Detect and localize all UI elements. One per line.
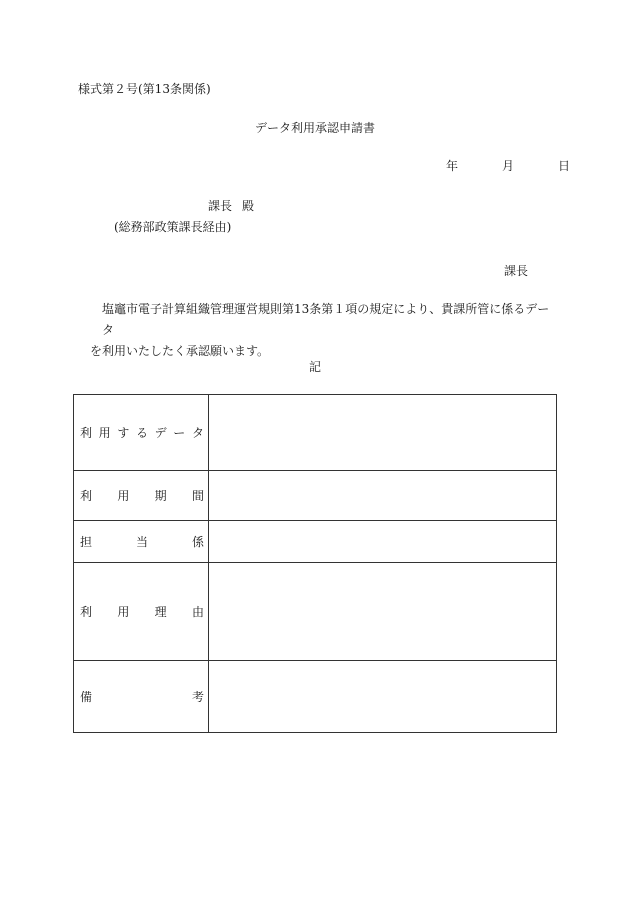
row-label-text bbox=[80, 603, 204, 620]
label-char: 由 bbox=[191, 605, 204, 619]
label-char: す bbox=[117, 426, 130, 440]
date-day: 日 bbox=[558, 159, 571, 173]
label-char: デ bbox=[154, 426, 167, 440]
row-value-reason[interactable] bbox=[209, 563, 557, 661]
table-row bbox=[74, 471, 557, 521]
row-label-staff bbox=[74, 521, 209, 563]
table-row bbox=[74, 521, 557, 563]
addressee bbox=[208, 197, 254, 214]
request-body bbox=[90, 299, 560, 362]
label-char: タ bbox=[191, 426, 204, 440]
detail-table bbox=[73, 394, 557, 733]
date-month: 月 bbox=[502, 159, 515, 173]
label-char: 当 bbox=[135, 535, 148, 549]
row-label-reason bbox=[74, 563, 209, 661]
label-char: 備 bbox=[80, 690, 93, 704]
row-value-staff[interactable] bbox=[209, 521, 557, 563]
request-body-line-2: を利用いたしたく承認願います。 bbox=[90, 344, 270, 358]
request-body-line-1: 塩竈市電子計算組織管理運営規則第13条第１項の規定により、貴課所管に係るデータ bbox=[102, 302, 550, 337]
row-value-period[interactable] bbox=[209, 471, 557, 521]
applicant: 課長 bbox=[504, 264, 529, 278]
label-char: 間 bbox=[191, 489, 204, 503]
form-number: 様式第２号(第13条関係) bbox=[78, 82, 211, 96]
label-char: 用 bbox=[117, 489, 130, 503]
table-row bbox=[74, 563, 557, 661]
row-label-text bbox=[80, 533, 204, 550]
label-char: 係 bbox=[191, 535, 204, 549]
label-char: 理 bbox=[154, 605, 167, 619]
label-char: ー bbox=[173, 426, 186, 440]
row-label-data bbox=[74, 395, 209, 471]
label-char: 期 bbox=[154, 489, 167, 503]
row-label-remarks bbox=[74, 661, 209, 733]
label-char: 考 bbox=[191, 690, 204, 704]
routing-note: (総務部政策課長経由) bbox=[114, 220, 232, 234]
label-char: 利 bbox=[80, 605, 93, 619]
row-value-remarks[interactable] bbox=[209, 661, 557, 733]
row-value-data[interactable] bbox=[209, 395, 557, 471]
table-row bbox=[74, 395, 557, 471]
label-char: 利 bbox=[80, 489, 93, 503]
label-char: 用 bbox=[117, 605, 130, 619]
label-char: る bbox=[135, 426, 148, 440]
date-year: 年 bbox=[446, 159, 459, 173]
row-label-text bbox=[80, 487, 204, 504]
addressee-honorific: 殿 bbox=[242, 199, 255, 213]
label-char: 利 bbox=[80, 426, 93, 440]
label-char: 用 bbox=[98, 426, 111, 440]
addressee-position: 課長 bbox=[208, 199, 233, 213]
table-row bbox=[74, 661, 557, 733]
ki-label: 記 bbox=[308, 360, 321, 374]
row-label-period bbox=[74, 471, 209, 521]
row-label-text bbox=[80, 424, 204, 441]
label-char: 担 bbox=[80, 535, 93, 549]
row-label-text bbox=[80, 688, 204, 705]
date-line bbox=[446, 157, 570, 174]
document-title: データ利用承認申請書 bbox=[254, 121, 375, 135]
